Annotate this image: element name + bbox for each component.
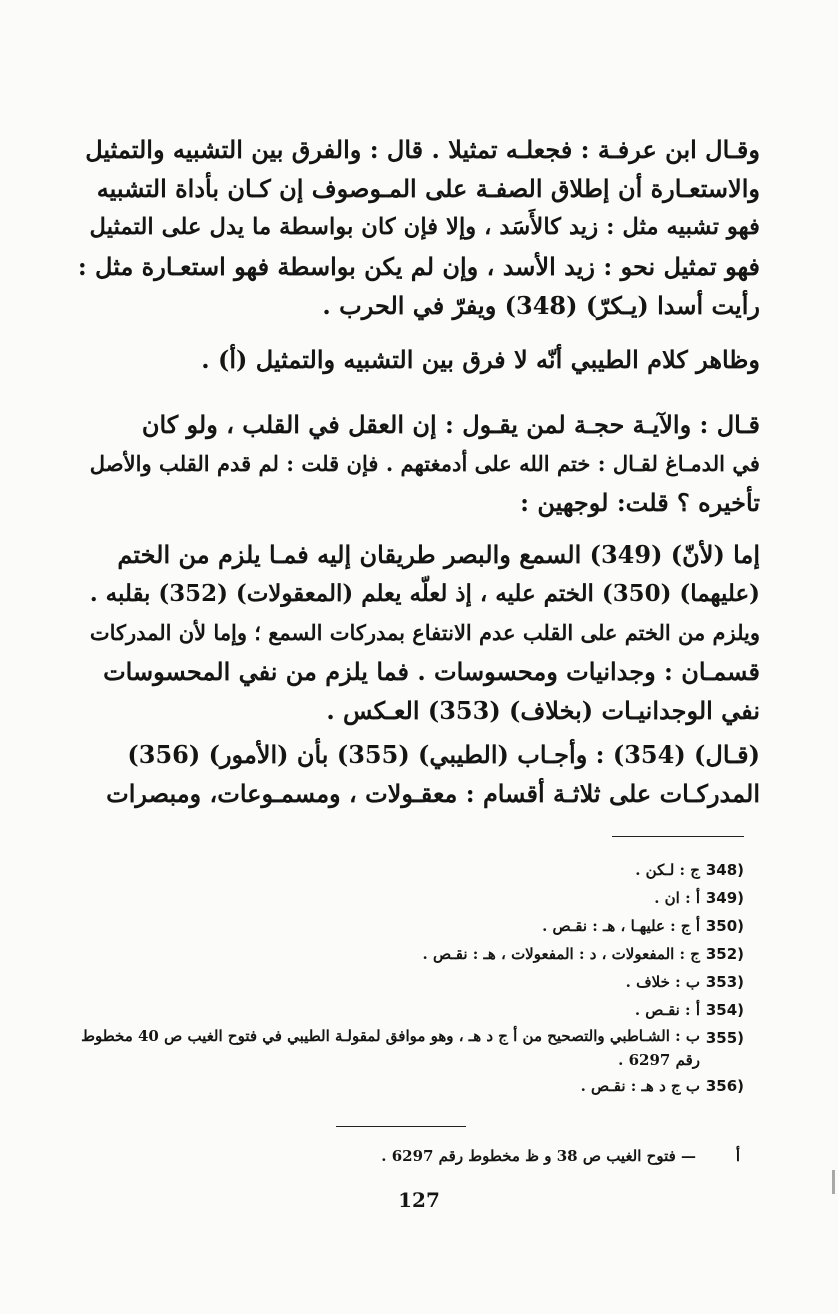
- paragraph-1: [76, 130, 760, 325]
- footnote-text: ب : الشـاطبي والتصحيح من أ ج د هـ ، وهو موافق لمقولـة الطيبي في فتوح الغيب ص 40 مخطوط رقم 6297 .: [81, 1027, 700, 1069]
- editor-annotation: [100, 1142, 740, 1170]
- footnote-number: 349): [705, 889, 744, 907]
- footnote-number: 353): [705, 973, 744, 991]
- footnote-item: [68, 968, 744, 996]
- text-line: رأيت أسدا (يـكرّ) (348) ويفرّ في الحرب .: [322, 291, 760, 320]
- text-line: فهو تمثيل نحو : زيد الأسد ، وإن لم يكن بواسطة فهو استعـارة مثل :: [77, 252, 760, 281]
- annotation-separator: [336, 1126, 466, 1127]
- page-number: 127: [398, 1188, 440, 1212]
- paragraph-3: [76, 405, 760, 522]
- footnote-separator: [612, 836, 744, 837]
- paragraph-4: [76, 535, 760, 730]
- text-line: وظاهر كلام الطيبي أنّه لا فرق بين التشبيه والتمثيل (أ) .: [201, 345, 760, 374]
- footnote-text: أ : نقـص .: [634, 1001, 700, 1019]
- footnotes-list: [68, 856, 744, 1100]
- text-line: في الدمـاغ لقـال : ختم الله على أدمغتهم . فإن قلت : لم قدم القلب والأصل: [89, 451, 760, 476]
- footnote-text: أ ج : عليهـا ، هـ : نقـص .: [542, 917, 700, 935]
- text-line: فهو تشبيه مثل : زيد كالأَسَد ، وإلا فإن كان بواسطة ما يدل على التمثيل: [89, 214, 760, 240]
- footnote-text: ج : المفعولات ، د : المفعولات ، هـ : نقـص .: [422, 945, 700, 963]
- annotation-text: — فتوح الغيب ص 38 و ظ مخطوط رقم 6297 .: [381, 1147, 696, 1165]
- footnote-item: [68, 884, 744, 912]
- text-line: قـال : والآيـة حجـة لمن يقـول : إن العقل في القلب ، ولو كان: [141, 410, 760, 439]
- annotation-marker: أ: [735, 1147, 740, 1165]
- footnote-text: أ : ان .: [654, 889, 700, 907]
- footnote-item: [68, 856, 744, 884]
- footnote-item: [68, 912, 744, 940]
- paragraph-5: [76, 735, 760, 813]
- footnote-number: 355): [705, 1029, 744, 1047]
- text-line: قسمـان : وجدانيات ومحسوسات . فما يلزم من نفي المحسوسات: [103, 657, 760, 686]
- text-line: تأخيره ؟ قلت: لوجهين :: [520, 488, 760, 517]
- footnote-text: ب ج د هـ : نقـص .: [580, 1077, 700, 1095]
- footnote-item: [68, 1024, 744, 1072]
- footnote-text: ب : خلاف .: [625, 973, 700, 991]
- page-edge-mark: [832, 1170, 835, 1194]
- footnote-number: 356): [705, 1077, 744, 1095]
- footnote-number: 352): [705, 945, 744, 963]
- footnote-item: [68, 996, 744, 1024]
- footnote-item: [68, 1072, 744, 1100]
- paragraph-2: [76, 340, 760, 379]
- text-line: نفي الوجدانيـات (بخلاف) (353) العـكس .: [326, 696, 760, 725]
- text-line: ويلزم من الختم على القلب عدم الانتفاع بمدركات السمع ؛ وإما لأن المدركات: [89, 620, 760, 645]
- annotation-item: [100, 1142, 740, 1170]
- text-line: المدركـات على ثلاثـة أقسام : معقـولات ، ومسمـوعات، ومبصرات: [106, 779, 760, 808]
- text-line: وقـال ابن عرفـة : فجعلـه تمثيلا . قال : والفرق بين التشبيه والتمثيل: [85, 135, 760, 164]
- text-line: (عليهما) (350) الختم عليه ، إذ لعلّه يعلم (المعقولات) (352) بقلبه .: [89, 580, 760, 607]
- footnote-item: [68, 940, 744, 968]
- footnote-text: ج : لـكن .: [635, 861, 700, 879]
- footnote-number: 354): [705, 1001, 744, 1019]
- text-line: (قـال) (354) : وأجـاب (الطيبي) (355) بأن (الأمور) (356): [127, 740, 760, 769]
- text-line: إما (لأنّ) (349) السمع والبصر طريقان إليه فمـا يلزم من الختم: [117, 540, 760, 569]
- footnote-number: 348): [705, 861, 744, 879]
- footnote-number: 350): [705, 917, 744, 935]
- text-line: والاستعـارة أن إطلاق الصفـة على المـوصوف إن كـان بأداة التشبيه: [96, 174, 760, 203]
